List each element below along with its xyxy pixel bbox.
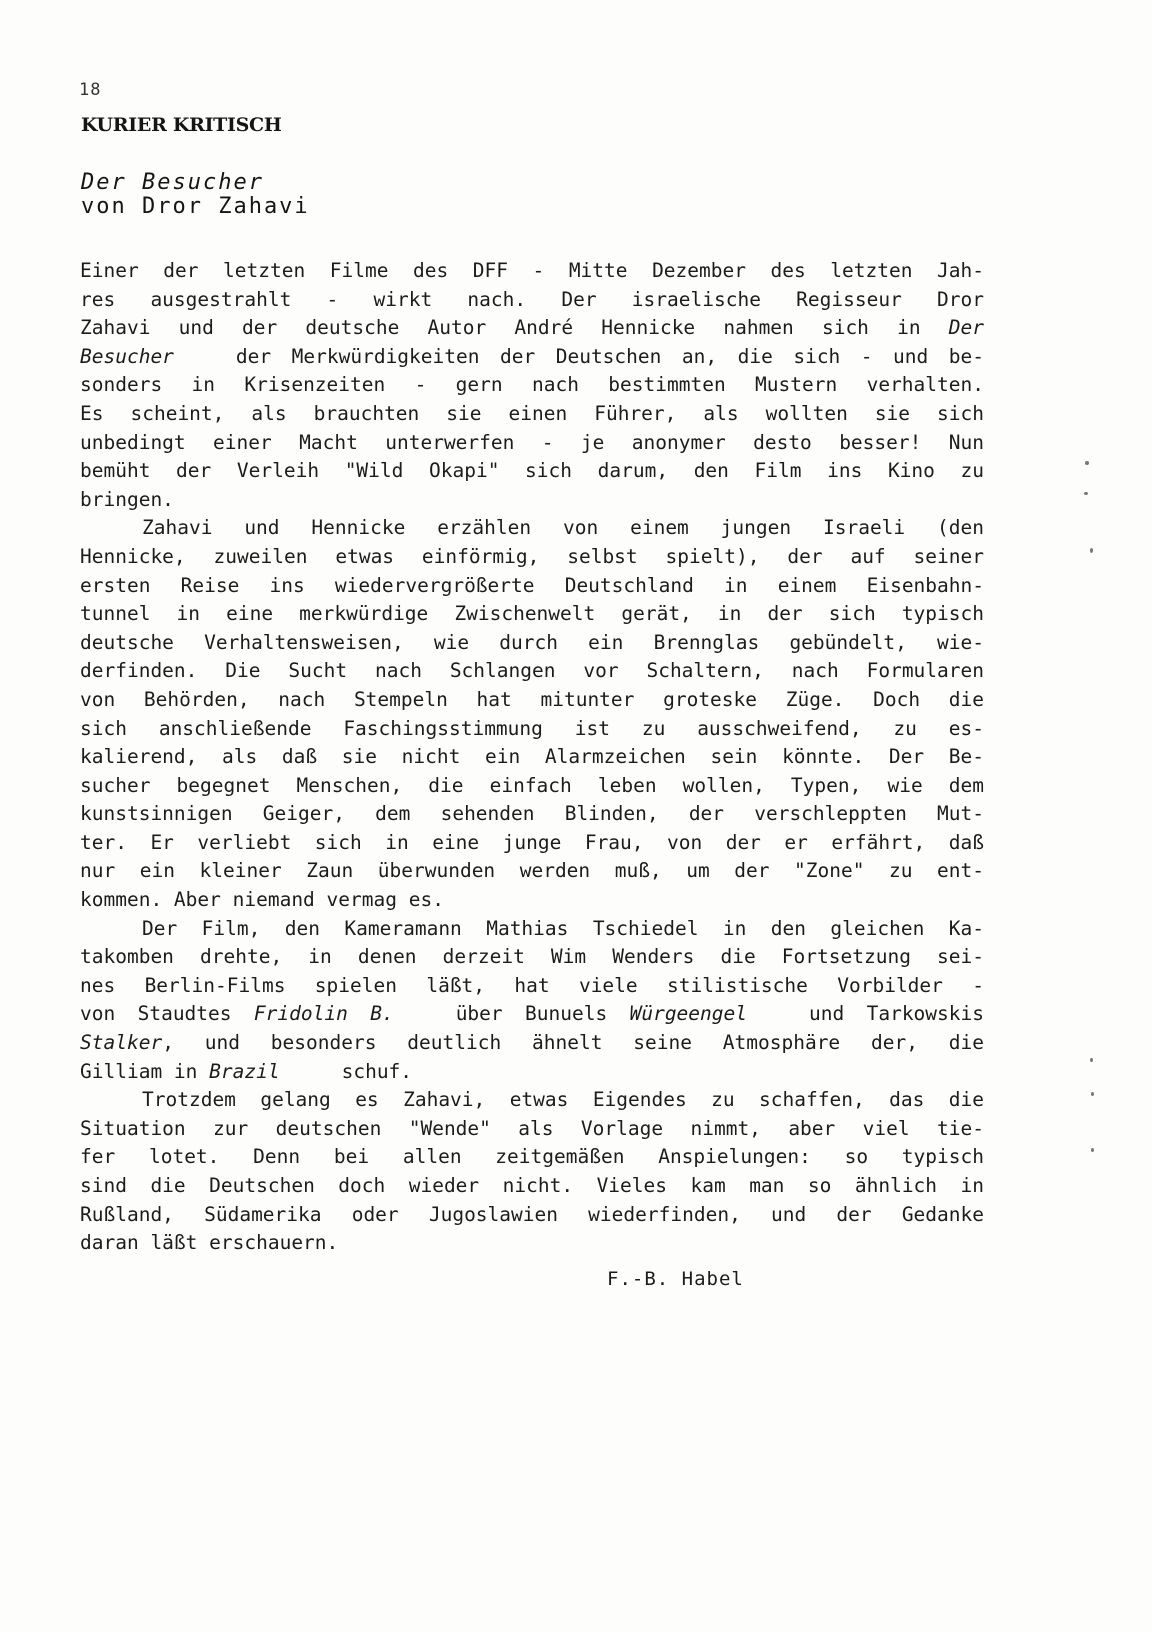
- body-text-segment: von Staudtes: [80, 1002, 254, 1026]
- body-line: [80, 657, 984, 686]
- body-line: [80, 486, 984, 515]
- body-text-segment: , und besonders deutlich ähnelt seine Atmosphäre der, die: [162, 1031, 984, 1055]
- body-text-segment: Situation zur deutschen "Wende" als Vorlage nimmt, aber viel tie-: [80, 1116, 984, 1140]
- italic-title-text: Der: [948, 316, 984, 340]
- body-line: [80, 1058, 984, 1087]
- body-text-segment: Hennicke, zuweilen etwas einförmig, selbst spielt), der auf seiner: [80, 544, 984, 568]
- body-text-segment: Zahavi und Hennicke erzählen von einem jungen Israeli (den: [142, 516, 984, 540]
- body-line: [80, 286, 984, 315]
- body-line: [80, 314, 984, 343]
- italic-title-text: Brazil: [209, 1059, 280, 1083]
- body-text-segment: kunstsinnigen Geiger, dem sehenden Blinden, der verschleppten Mut-: [80, 802, 984, 826]
- body-text-segment: kalierend, als daß sie nicht ein Alarmzeichen sein könnte. Der Be-: [80, 745, 984, 769]
- body-text-segment: Trotzdem gelang es Zahavi, etwas Eigendes zu schaffen, das die: [142, 1088, 984, 1112]
- body-text-segment: derfinden. Die Sucht nach Schlangen vor Schaltern, nach Formularen: [80, 659, 984, 683]
- body-text-segment: sind die Deutschen doch wieder nicht. Vieles kam man so ähnlich in: [80, 1174, 984, 1197]
- body-line: [80, 1229, 984, 1258]
- body-text-segment: tunnel in eine merkwürdige Zwischenwelt gerät, in der sich typisch: [80, 602, 984, 626]
- body-text-segment: Zahavi und der deutsche Autor André Hennicke nahmen sich in: [80, 316, 949, 340]
- italic-title-text: Besucher: [80, 344, 174, 368]
- body-text-segment: über Bunuels: [455, 1002, 630, 1026]
- body-line: [80, 686, 984, 715]
- body-text-segment: res ausgestrahlt - wirkt nach. Der israelische Regisseur Dror: [80, 287, 984, 311]
- body-text-segment: und Tarkowskis: [809, 1002, 984, 1026]
- body-line: [80, 1115, 984, 1144]
- body-text-segment: takomben drehte, in denen derzeit Wim Wenders die Fortsetzung sei-: [80, 945, 984, 969]
- body-line: [80, 857, 984, 886]
- body-line: [80, 543, 984, 572]
- body-text-segment: sonders in Krisenzeiten - gern nach bestimmten Mustern verhalten.: [80, 373, 984, 397]
- body-line: [80, 1172, 984, 1201]
- body-text-segment: kommen. Aber niemand vermag es.: [80, 888, 444, 912]
- body-text-segment: Gilliam in: [80, 1059, 210, 1083]
- body-text-segment: ersten Reise ins wiedervergrößerte Deutschland in einem Eisenbahn-: [80, 573, 984, 597]
- body-line: [80, 600, 984, 629]
- scan-speck: [1091, 1148, 1094, 1152]
- body-text-segment: Es scheint, als brauchten sie einen Führer, als wollten sie sich: [80, 401, 984, 425]
- body-line: [80, 1143, 984, 1172]
- film-title: Der Besucher: [81, 170, 264, 195]
- body-text-segment: Einer der letzten Filme des DFF - Mitte Dezember des letzten Jah-: [80, 259, 984, 282]
- body-line: [80, 371, 984, 400]
- body-text-segment: ter. Er verliebt sich in eine junge Frau, von der er erfährt, daß: [80, 830, 984, 854]
- scan-speck: [1084, 492, 1088, 495]
- italic-title-text: Fridolin B.: [253, 1002, 394, 1026]
- body-line: [80, 915, 984, 944]
- body-text-segment: schuf.: [341, 1059, 413, 1083]
- body-line: [80, 972, 984, 1001]
- body-line: [80, 400, 984, 429]
- scan-speck: [1085, 461, 1089, 465]
- body-line: [80, 1029, 984, 1058]
- italic-title-text: Würgeengel: [629, 1002, 747, 1026]
- body-text-segment: von Behörden, nach Stempeln hat mitunter groteske Züge. Doch die: [80, 687, 984, 711]
- body-line: [80, 572, 984, 601]
- body-line: [80, 257, 984, 286]
- body-line: [80, 514, 984, 543]
- body-line: [80, 800, 984, 829]
- body-line: [80, 886, 984, 915]
- article-body: [80, 257, 984, 1258]
- body-text-segment: daran läßt erschauern.: [80, 1231, 339, 1255]
- body-text-segment: deutsche Verhaltensweisen, wie durch ein Brennglas gebündelt, wie-: [80, 630, 984, 654]
- body-line: [80, 457, 984, 486]
- body-text-segment: sich anschließende Faschingsstimmung ist zu ausschweifend, zu es-: [80, 716, 984, 740]
- body-text-segment: Rußland, Südamerika oder Jugoslawien wiederfinden, und der Gedanke: [80, 1202, 984, 1226]
- body-text-segment: nur ein kleiner Zaun überwunden werden muß, um der "Zone" zu ent-: [80, 859, 984, 883]
- body-line: [80, 343, 984, 372]
- body-text-segment: Der Film, den Kameramann Mathias Tschiedel in den gleichen Ka-: [142, 916, 984, 940]
- film-director: von Dror Zahavi: [81, 194, 310, 219]
- body-text-segment: nes Berlin-Films spielen läßt, hat viele stilistische Vorbilder -: [80, 973, 984, 997]
- body-text-segment: der Merkwürdigkeiten der Deutschen an, die sich - und be-: [235, 344, 984, 368]
- body-text-segment: fer lotet. Denn bei allen zeitgemäßen Anspielungen: so typisch: [80, 1145, 984, 1169]
- body-line: [80, 943, 984, 972]
- body-line: [80, 1000, 984, 1029]
- body-text-segment: sucher begegnet Menschen, die einfach leben wollen, Typen, wie dem: [80, 773, 984, 797]
- body-line: [80, 715, 984, 744]
- body-line: [80, 772, 984, 801]
- body-line: [80, 429, 984, 458]
- body-text-segment: bringen.: [80, 487, 174, 511]
- body-line: [80, 829, 984, 858]
- body-line: [80, 1086, 984, 1115]
- body-text-segment: bemüht der Verleih "Wild Okapi" sich darum, den Film ins Kino zu: [80, 459, 984, 483]
- page-number: 18: [79, 80, 102, 100]
- italic-title-text: Stalker: [80, 1031, 163, 1055]
- scan-speck: [1090, 548, 1093, 553]
- scan-speck: [1090, 1058, 1093, 1062]
- body-line: [80, 1201, 984, 1230]
- section-title: KURIER KRITISCH: [81, 114, 282, 136]
- scan-speck: [1091, 1092, 1094, 1096]
- body-text-segment: unbedingt einer Macht unterwerfen - je anonymer desto besser! Nun: [80, 430, 984, 454]
- body-line: [80, 629, 984, 658]
- body-line: [80, 743, 984, 772]
- author-signature: F.-B. Habel: [607, 1268, 744, 1290]
